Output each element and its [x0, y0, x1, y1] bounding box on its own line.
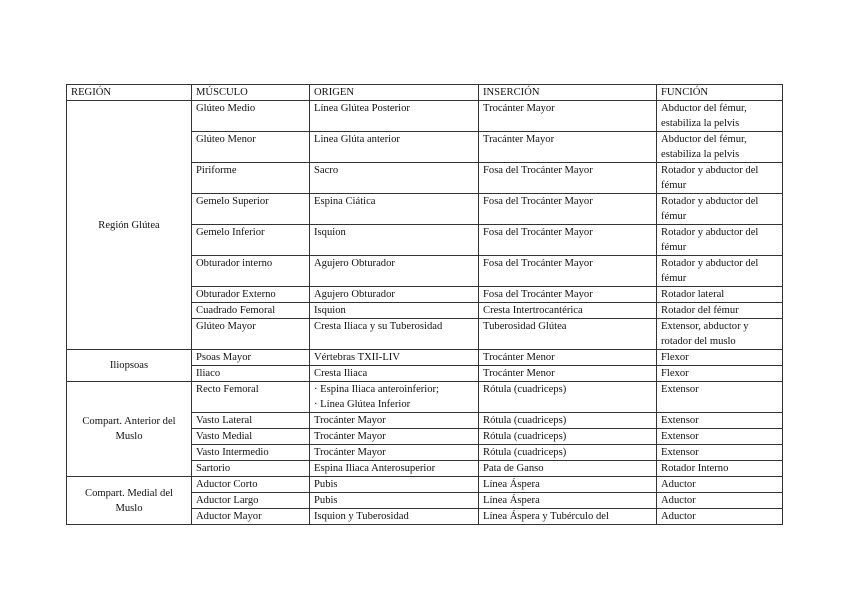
muscle-cell: Aductor Mayor	[192, 509, 310, 525]
function-cell: Rotador lateral	[657, 287, 783, 303]
function-cell: Flexor	[657, 366, 783, 382]
muscle-cell: Vasto Medial	[192, 429, 310, 445]
function-cell: Extensor, abductor y rotador del muslo	[657, 319, 783, 350]
muscle-cell: Gemelo Inferior	[192, 225, 310, 256]
origin-cell	[310, 493, 479, 509]
muscle-cell: Obturador interno	[192, 256, 310, 287]
region-cell: Compart. Anterior del Muslo	[67, 382, 192, 477]
table-row	[67, 350, 783, 366]
origin-cell	[310, 509, 479, 525]
muscle-cell: Aductor Largo	[192, 493, 310, 509]
function-cell: Extensor	[657, 429, 783, 445]
origin-line: Línea Glútea Posterior	[314, 103, 410, 114]
muscle-cell: Glúteo Mayor	[192, 319, 310, 350]
insertion-cell: Cresta Intertrocantérica	[479, 303, 657, 319]
origin-line: Pubis	[314, 495, 338, 506]
origin-line: Agujero Obturador	[314, 258, 395, 269]
muscle-cell: Vasto Intermedio	[192, 445, 310, 461]
muscle-cell: Piriforme	[192, 163, 310, 194]
muscle-cell: Glúteo Medio	[192, 101, 310, 132]
insertion-cell: Línea Áspera	[479, 493, 657, 509]
origin-line: Trocánter Mayor	[314, 431, 386, 442]
insertion-cell: Tracánter Mayor	[479, 132, 657, 163]
origin-cell	[310, 319, 479, 350]
muscle-cell: Glúteo Menor	[192, 132, 310, 163]
insertion-cell: Rótula (cuadriceps)	[479, 429, 657, 445]
region-cell: Compart. Medial del Muslo	[67, 477, 192, 525]
origin-line: · Espina Iliaca anteroinferior;	[314, 384, 440, 395]
muscle-cell: Gemelo Superior	[192, 194, 310, 225]
origin-cell	[310, 101, 479, 132]
origin-line: Isquion	[314, 305, 346, 316]
function-cell: Rotador y abductor del fémur	[657, 163, 783, 194]
origin-cell	[310, 132, 479, 163]
origin-cell	[310, 194, 479, 225]
function-cell: Abductor del fémur, estabiliza la pelvis	[657, 101, 783, 132]
origin-cell	[310, 429, 479, 445]
table-row	[67, 382, 783, 413]
origin-line: · Línea Glútea Inferior	[314, 399, 411, 410]
origin-line: Cresta Iliaca y su Tuberosidad	[314, 321, 443, 332]
origin-cell	[310, 366, 479, 382]
origin-cell	[310, 461, 479, 477]
insertion-cell: Fosa del Trocánter Mayor	[479, 225, 657, 256]
origin-cell	[310, 445, 479, 461]
insertion-cell: Línea Áspera y Tubérculo del	[479, 509, 657, 525]
origin-line: Agujero Obturador	[314, 289, 395, 300]
function-cell: Rotador Interno	[657, 461, 783, 477]
function-cell: Extensor	[657, 445, 783, 461]
function-cell: Aductor	[657, 493, 783, 509]
header-region: REGIÓN	[67, 85, 192, 101]
function-cell: Rotador del fémur	[657, 303, 783, 319]
insertion-cell: Fosa del Trocánter Mayor	[479, 287, 657, 303]
origin-line: Trocánter Mayor	[314, 415, 386, 426]
insertion-cell: Fosa del Trocánter Mayor	[479, 163, 657, 194]
muscle-cell: Obturador Externo	[192, 287, 310, 303]
function-cell: Flexor	[657, 350, 783, 366]
insertion-cell: Trocánter Mayor	[479, 101, 657, 132]
origin-line: Isquion	[314, 227, 346, 238]
table-body	[67, 101, 783, 525]
origin-line: Linea Glúta anterior	[314, 134, 400, 145]
function-cell: Rotador y abductor del fémur	[657, 225, 783, 256]
insertion-cell: Fosa del Trocánter Mayor	[479, 256, 657, 287]
origin-cell	[310, 256, 479, 287]
muscle-cell: Cuadrado Femoral	[192, 303, 310, 319]
header-origin: ORIGEN	[310, 85, 479, 101]
origin-line: Espina Ciática	[314, 196, 376, 207]
function-cell: Rotador y abductor del fémur	[657, 194, 783, 225]
muscle-cell: Psoas Mayor	[192, 350, 310, 366]
table-row	[67, 477, 783, 493]
muscle-cell: Iliaco	[192, 366, 310, 382]
region-cell: Región Glútea	[67, 101, 192, 350]
function-cell: Extensor	[657, 382, 783, 413]
origin-line: Trocánter Mayor	[314, 447, 386, 458]
origin-cell	[310, 225, 479, 256]
origin-line: Espina Iliaca Anterosuperior	[314, 463, 436, 474]
insertion-cell: Trocánter Menor	[479, 350, 657, 366]
muscle-cell: Aductor Corto	[192, 477, 310, 493]
origin-cell	[310, 413, 479, 429]
insertion-cell: Rótula (cuadriceps)	[479, 413, 657, 429]
muscle-cell: Recto Femoral	[192, 382, 310, 413]
origin-line: Isquion y Tuberosidad	[314, 511, 409, 522]
function-cell: Extensor	[657, 413, 783, 429]
function-cell: Abductor del fémur, estabiliza la pelvis	[657, 132, 783, 163]
origin-line: Cresta Iliaca	[314, 368, 368, 379]
table-row	[67, 101, 783, 132]
origin-line: Vértebras TXII-LIV	[314, 352, 400, 363]
origin-line: Sacro	[314, 165, 339, 176]
function-cell: Aductor	[657, 477, 783, 493]
muscle-cell: Sartorio	[192, 461, 310, 477]
region-cell: Iliopsoas	[67, 350, 192, 382]
insertion-cell: Fosa del Trocánter Mayor	[479, 194, 657, 225]
origin-cell	[310, 477, 479, 493]
origin-cell	[310, 303, 479, 319]
insertion-cell: Pata de Ganso	[479, 461, 657, 477]
origin-cell	[310, 382, 479, 413]
insertion-cell: Trocánter Menor	[479, 366, 657, 382]
origin-cell	[310, 287, 479, 303]
origin-line: Pubis	[314, 479, 338, 490]
origin-cell	[310, 350, 479, 366]
insertion-cell: Rótula (cuadriceps)	[479, 445, 657, 461]
origin-cell	[310, 163, 479, 194]
muscle-cell: Vasto Lateral	[192, 413, 310, 429]
insertion-cell: Rótula (cuadriceps)	[479, 382, 657, 413]
function-cell: Rotador y abductor del fémur	[657, 256, 783, 287]
header-row	[67, 85, 783, 101]
insertion-cell: Tuberosidad Glútea	[479, 319, 657, 350]
insertion-cell: Línea Áspera	[479, 477, 657, 493]
header-function: FUNCIÓN	[657, 85, 783, 101]
header-muscle: MÚSCULO	[192, 85, 310, 101]
muscle-table	[66, 84, 783, 525]
function-cell: Aductor	[657, 509, 783, 525]
header-insertion: INSERCIÓN	[479, 85, 657, 101]
